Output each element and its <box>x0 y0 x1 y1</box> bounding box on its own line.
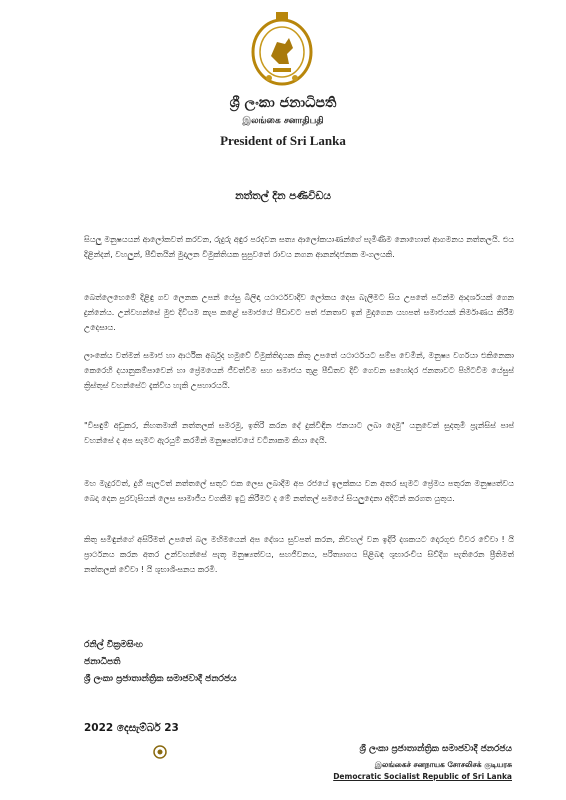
message-paragraph: මහ මැදුරටත්, දුගී පැලටත් නත්තලේ සතුට එක ලෙස ලබාදීම අප රජයේ ඉලක්කය වන අතර සැමට ප්‍රේමය පතුරන මනුෂ්‍යත්වය බෙදා දෙන පුරවැසියන් ලෙස සාමාජීය වගකීම ඉටු කිරීමට ද මේ නත්තල් සමයේ සියලුදෙනා අදිටන් කරගත යුතුය. <box>84 479 514 503</box>
state-emblem-icon <box>249 8 315 88</box>
office-title-tamil: இலங்கை சனாதிபதி <box>242 116 324 126</box>
footer-emblem-icon <box>153 745 167 759</box>
message-paragraph: කිතු සමිඳුන්ගේ අසිරිමත් උපතේ බල මහිමයෙන් අප දේශය සුවපත් කරන, නිවහල් වන ඉදිරි දශකයට දොරගුළු විවර වේවා ! යි ප්‍රාර්ථනය කරන අතර උන්වහන්සේ පැතූ මනුෂ්‍යත්වය, සහජීවනය, පරිත්‍යාගය පිළිබඳ ශුභාරංචිය සිව්දිග පැතිරෙන ප්‍රීතිමත් නත්තලක් වේවා ! යි ශුභාශිංසනය කරමි. <box>84 535 514 574</box>
signatory-position: ජනාධිපති <box>84 657 121 667</box>
office-title-english: President of Sri Lanka <box>220 133 346 148</box>
message-date: 2022 දෙසැම්බර් 23 <box>84 722 179 734</box>
footer-republic-english: Democratic Socialist Republic of Sri Lanka <box>333 772 512 781</box>
message-paragraph: බෙත්ලෙහෙමේ දිළිඳු ගව ලෙනක උපන් යේසු බිලිඳා යථාර්ථවාදීව ලෝකය දෙස බැලීමට සිය උපතේ පටන්ම ආදර්ශයක් ගෙන දුන්නේය. උන්වහන්සේ මුළු දිවියම කැප කළේ සමාජයේ පීඩාවට පත් ජනතාව ඉන් මුදාගෙන යහපත් සමාජයක් නිර්මාණය කිරීම උදෙසාය. <box>84 293 514 332</box>
message-paragraph: "විසඳුම් අඩුකර, නිහතමානී නත්තලක් සමරමු, ඉතිරි කරන දේ දුක්විඳින ජනයාට ලබා දෙමු" යනුවෙන් සුදතුමි ප්‍රැන්සිස් පාප් වහන්සේ ද අප සැමට ඇරයුම් කරමින් මනුෂ්‍යත්වයේ වටිනාකම කියා දෙයි. <box>84 421 514 445</box>
footer-republic-sinhala: ශ්‍රී ලංකා ප්‍රජාතාන්ත්‍රික සමාජවාදී ජනරජය <box>359 744 512 754</box>
office-title-sinhala: ශ්‍රී ලංකා ජනාධිපති <box>229 95 337 111</box>
message-paragraph: ලාංකේය වත්මන් සමාජ හා ආර්ථික අර්බුද හමුවේ විමුක්තිදායක කිතු උපතේ යථාර්ථයට සම්ප වෙමින්, මනුෂ්‍ය වර්ගයා එකිනෙකා කෙරෙහි දයානුකම්පාවෙන් හා ප්‍රේමයෙන් ජීවත්වීම සහ සමාජය තුළ පීඩිතව දිවි ගෙවන සහෝදර ජනතාවට පිහිටවීම යේසුස් ක්‍රිස්තුස් වහන්සේට දැක්විය හැකි උපහාරයයි. <box>84 351 514 390</box>
message-title: නත්තල් දින පණිවිඩය <box>235 190 331 202</box>
message-paragraph: සියලු මනුෂයයන් ආලෝකවත් කරවන, රුදුරු අඳුර පරදවන සත්‍ය ආලෝකයාණන්ගේ පැමිණීම නොහොත් ආගමනය නත්තලයි. එය දිළින්දන්, වහලුන්, පීඩිතයින් මුදාලන විමුක්තියක සුපුවතේ රාවය නගන ආනන්දජනක මංගලයකි. <box>84 235 514 259</box>
signatory-name: රනිල් වික්‍රමසිංහ <box>84 640 143 650</box>
footer-republic-tamil: இலங்கைச் சனநாயக சோசலிசக் குடியரசு <box>374 760 512 769</box>
signatory-country: ශ්‍රී ලංකා ප්‍රජාතාන්ත්‍රික සමාජවාදී ජනරජය <box>84 674 237 684</box>
